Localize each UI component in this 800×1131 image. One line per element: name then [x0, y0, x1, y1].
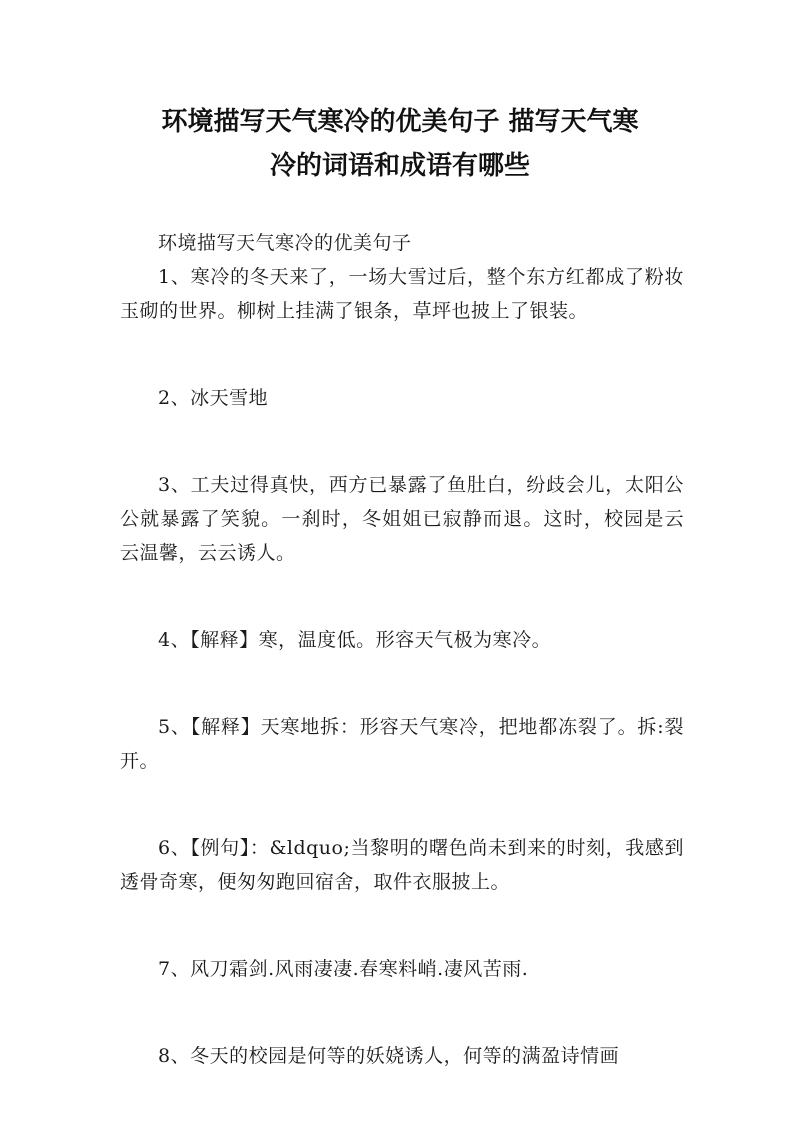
paragraph-gap	[120, 570, 684, 623]
paragraph-gap	[120, 415, 684, 468]
paragraph-5: 5、【解释】天寒地拆：形容天气寒冷，把地都冻裂了。拆:裂开。	[120, 716, 684, 772]
paragraph-3: 3、工夫过得真快，西方已暴露了鱼肚白，纷歧会儿，太阳公公就暴露了笑貌。一刹时，冬姐姐已寂静而退。这时，校园是云云温馨，云云诱人。	[120, 474, 684, 564]
title-line-2: 冷的词语和成语有哪些	[269, 151, 530, 181]
paragraph-gap	[120, 328, 684, 381]
paragraph-7: 7、风刀霜剑.风雨凄凄.春寒料峭.凄风苦雨.	[158, 958, 529, 980]
title-line-1: 环境描写天气寒冷的优美句子 描写天气寒	[161, 107, 639, 137]
paragraph-6: 6、【例句】：&ldquo;当黎明的曙色尚未到来的时刻，我感到透骨奇寒，便匆匆跑回宿舍，取件衣服披上。	[120, 837, 684, 893]
paragraph-gap	[120, 657, 684, 710]
paragraph-gap	[120, 778, 684, 831]
section-heading: 环境描写天气寒冷的优美句子	[158, 232, 412, 254]
document-body	[120, 226, 684, 1073]
paragraph-gap	[120, 986, 684, 1039]
paragraph-2: 2、冰天雪地	[158, 387, 269, 409]
paragraph-8: 8、冬天的校园是何等的妖娆诱人，何等的满盈诗情画	[158, 1045, 620, 1067]
paragraph-1: 1、寒冷的冬天来了，一场大雪过后，整个东方红都成了粉妆玉砌的世界。柳树上挂满了银条，草坪也披上了银装。	[120, 266, 684, 322]
page-title	[100, 100, 700, 188]
paragraph-gap	[120, 899, 684, 952]
paragraph-4: 4、【解释】寒，温度低。形容天气极为寒冷。	[158, 629, 552, 651]
